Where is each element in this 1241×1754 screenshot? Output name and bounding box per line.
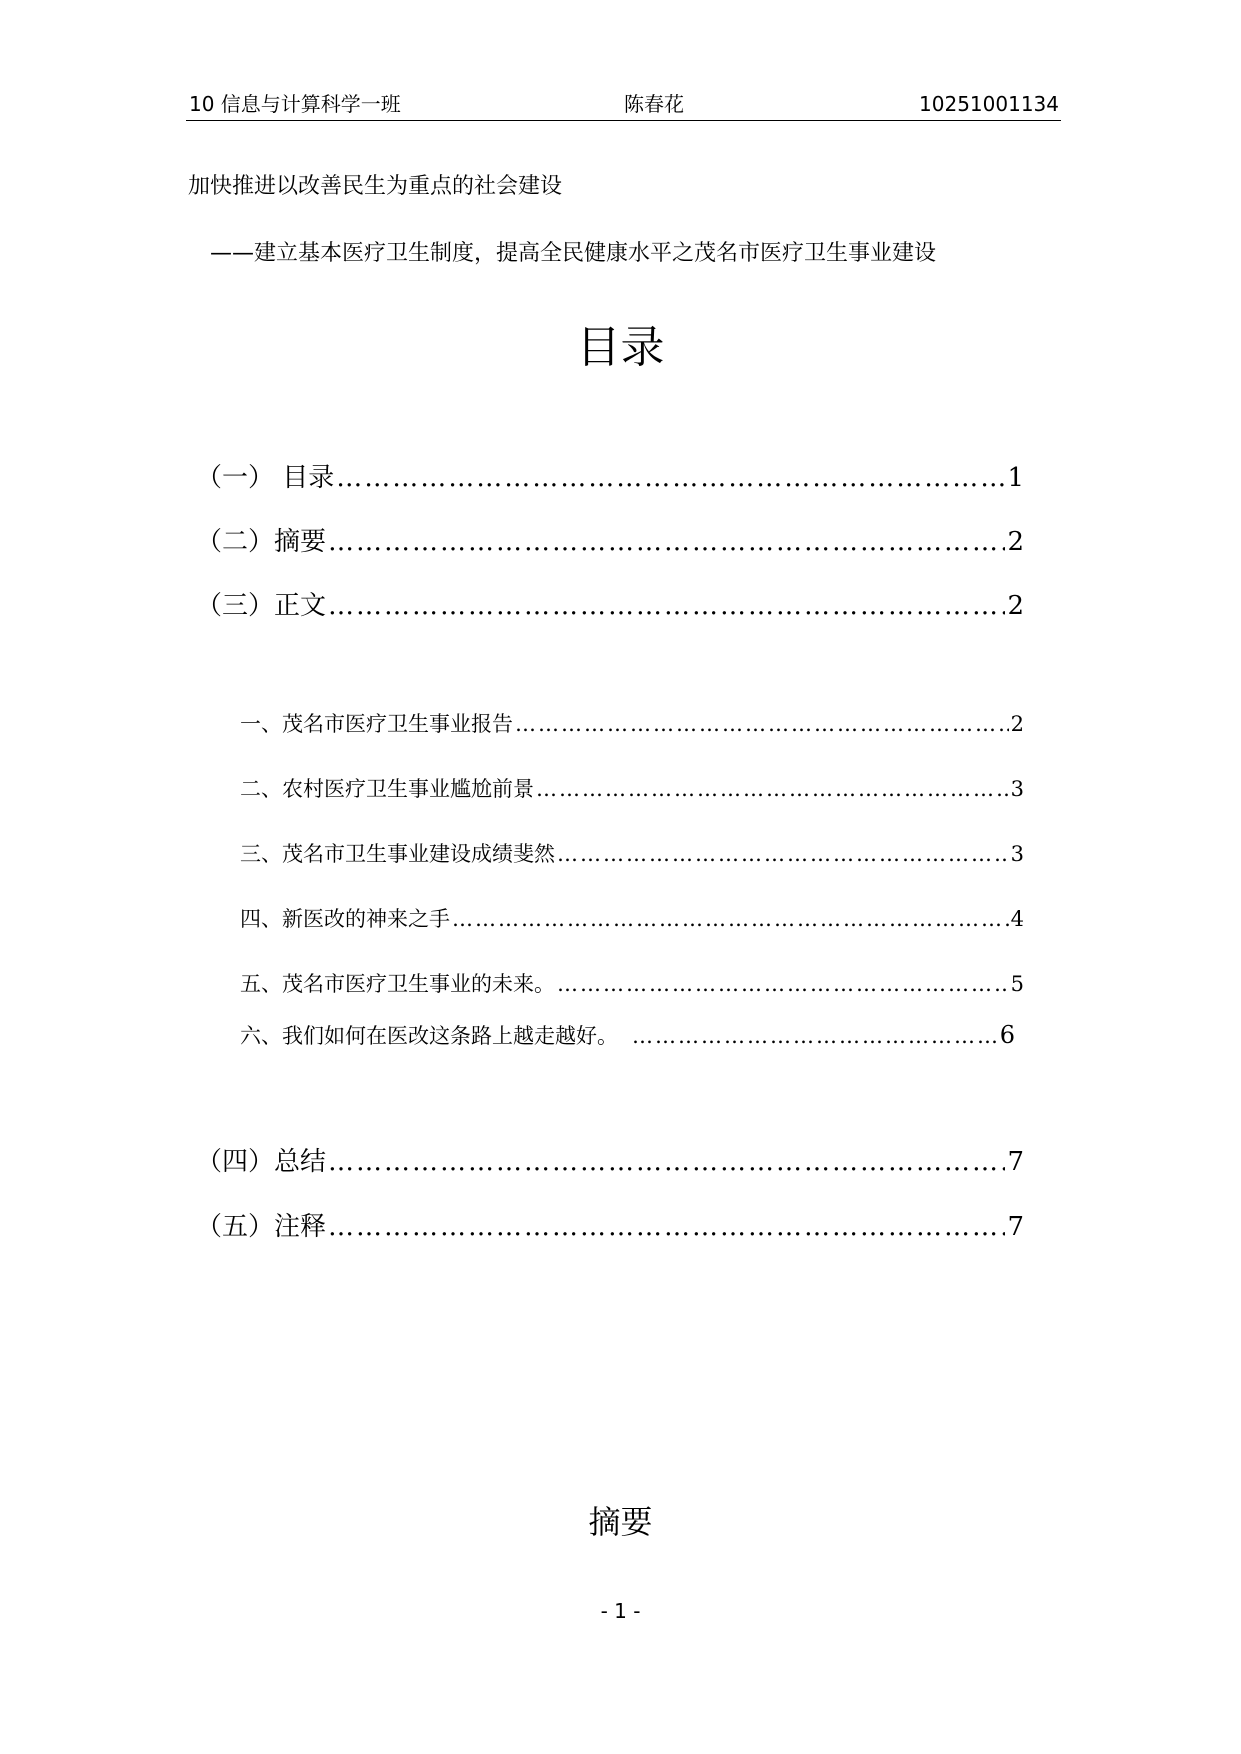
toc-subentry-label: 五、茂名市医疗卫生事业的未来。 <box>240 972 555 996</box>
toc-entry[interactable] <box>196 588 1024 624</box>
toc-leader-dots <box>557 839 1009 869</box>
toc-entry-label: （三）正文 <box>196 591 327 621</box>
toc-subentry-page: 5 <box>1010 972 1024 996</box>
toc-entry-label: （五）注释 <box>196 1212 327 1242</box>
toc-leader-dots <box>452 904 1009 934</box>
page-header <box>186 88 1061 121</box>
toc-subentry-label: 三、茂名市卫生事业建设成绩斐然 <box>240 842 555 866</box>
toc-subentry[interactable] <box>240 774 1024 804</box>
toc-entry-page: 7 <box>1007 1147 1024 1177</box>
toc-subentry[interactable] <box>240 969 1024 999</box>
abstract-heading: 摘要 <box>588 1503 653 1541</box>
toc-subentry-label: 四、新医改的神来之手 <box>240 907 450 931</box>
toc-heading: 目录 <box>576 322 665 373</box>
toc-subentry-label: 六、我们如何在医改这条路上越走越好。 <box>240 1024 618 1048</box>
toc-leader-dots <box>515 709 1009 739</box>
page-number: - 1 - <box>600 1599 641 1623</box>
toc-subentry-label: 二、农村医疗卫生事业尴尬前景 <box>240 777 534 801</box>
document-subtitle: ——建立基本医疗卫生制度，提高全民健康水平之茂名市医疗卫生事业建设 <box>210 241 937 266</box>
toc-leader-dots <box>328 1144 1005 1180</box>
toc-leader-dots <box>328 524 1005 560</box>
toc-leader-dots <box>336 460 1005 496</box>
toc-entry[interactable] <box>196 1144 1024 1180</box>
toc-entry[interactable] <box>196 460 1024 496</box>
toc-subentry-page: 3 <box>1010 777 1024 801</box>
toc-subentry-page: 2 <box>1010 712 1024 736</box>
toc-entry-label: （一） 目录 <box>196 463 335 493</box>
toc-entry-page: 2 <box>1007 591 1024 621</box>
toc-subentry[interactable] <box>240 1020 1015 1051</box>
toc-leader-dots <box>632 1021 998 1051</box>
toc-entry-page: 7 <box>1007 1212 1024 1242</box>
toc-leader-dots <box>328 1209 1005 1245</box>
toc-entry[interactable] <box>196 524 1024 560</box>
toc-leader-dots <box>328 588 1005 624</box>
document-title: 加快推进以改善民生为重点的社会建设 <box>188 174 563 199</box>
toc-subentry-page: 3 <box>1010 842 1024 866</box>
toc-entry[interactable] <box>196 1209 1024 1245</box>
toc-subentry-page: 6 <box>999 1021 1015 1049</box>
header-student-id: 10251001134 <box>919 92 1059 116</box>
toc-leader-dots <box>536 774 1009 804</box>
toc-subentry-page: 4 <box>1010 907 1024 931</box>
toc-subentry-label: 一、茂名市医疗卫生事业报告 <box>240 712 513 736</box>
toc-leader-dots <box>557 969 1009 999</box>
header-class-name: 10 信息与计算科学一班 <box>189 92 401 116</box>
toc-entry-label: （二）摘要 <box>196 527 327 557</box>
toc-subentry[interactable] <box>240 839 1024 869</box>
header-author: 陈春花 <box>624 92 684 116</box>
toc-entry-label: （四）总结 <box>196 1147 327 1177</box>
toc-entry-page: 2 <box>1007 527 1024 557</box>
toc-subentry[interactable] <box>240 709 1024 739</box>
toc-subentry[interactable] <box>240 904 1024 934</box>
toc-entry-page: 1 <box>1007 463 1024 493</box>
